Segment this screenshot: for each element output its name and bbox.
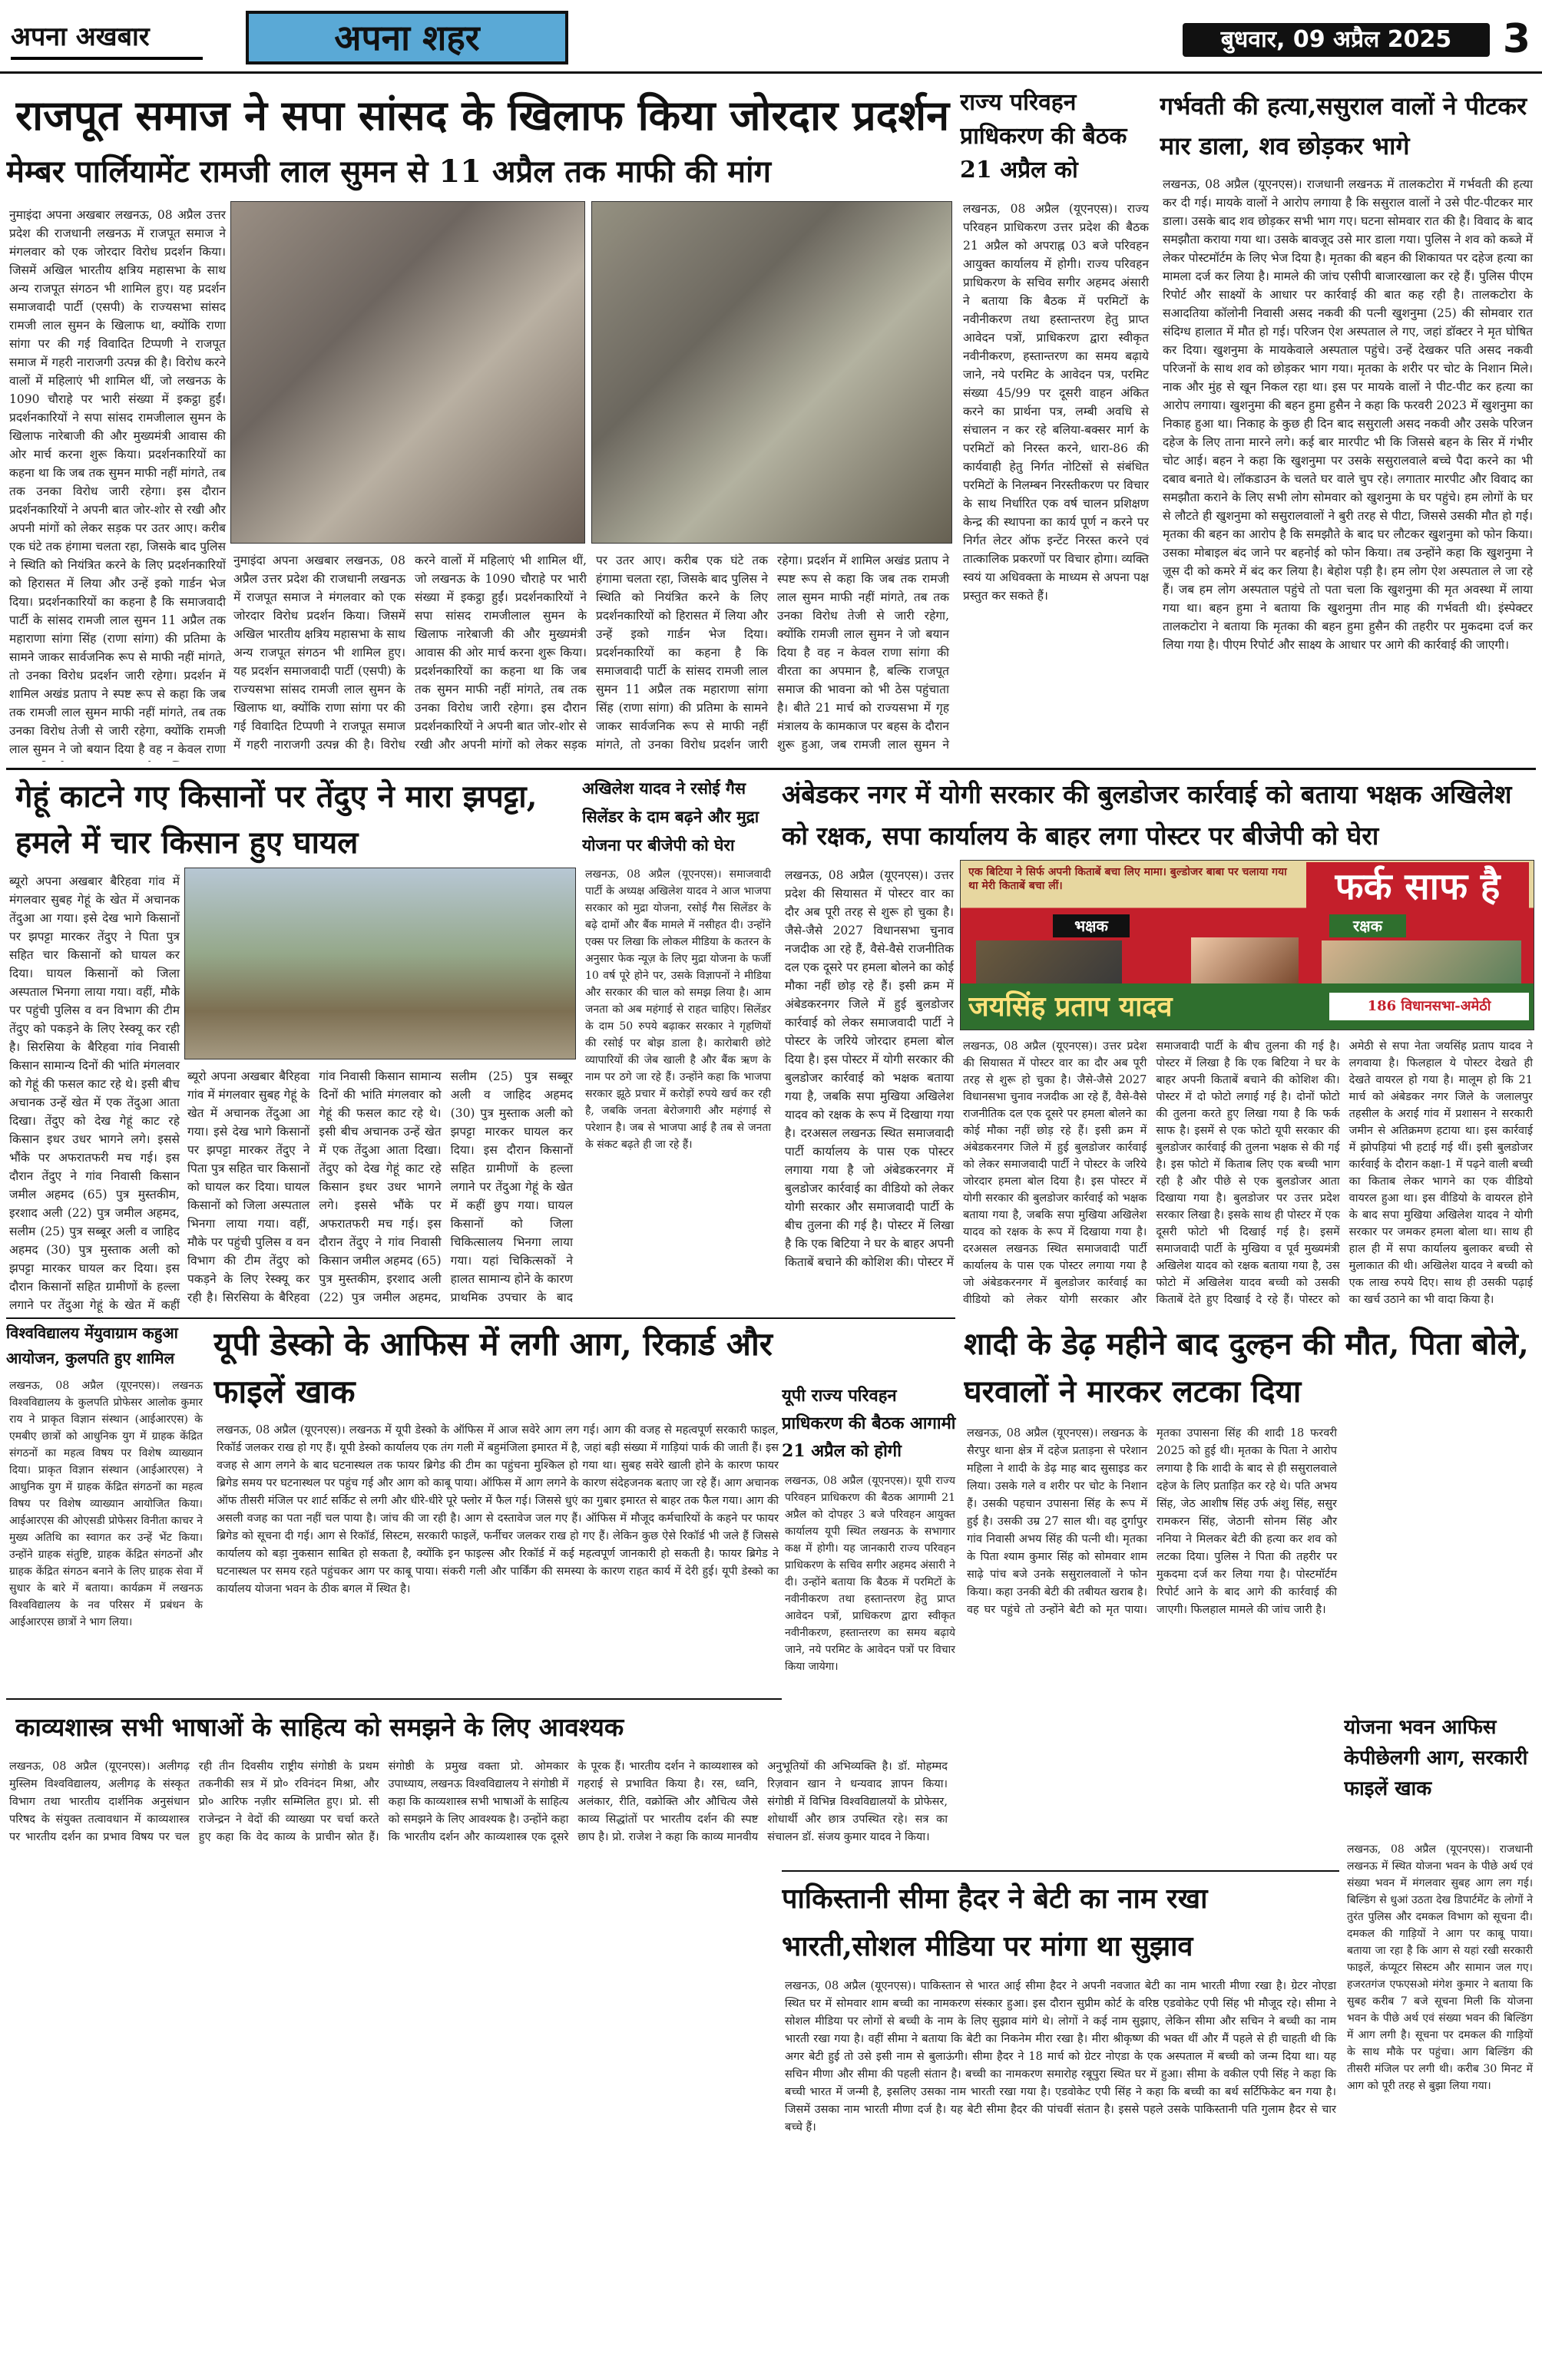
poster-image [960,860,1534,1030]
article3-headline: गर्भवती की हत्या,ससुराल वालों ने पीटकर मार डाला, शव छोड़कर भागे [1160,91,1527,160]
article6-body-continued [960,1033,1536,1313]
article11-body: लखनऊ, 08 अप्रैल (यूएनएस)। राजधानी लखनऊ में स्थित योजना भवन के पीछे अर्थ एवं संख्या भवन में मंगलवार सुबह आग लग गई। बिल्डिंग से धुआं उठता देख डिपार्टमेंट के लोगों ने तुरंत पुलिस और दमकल विभाग को सूचना दी। दमकल की गाड़ियों ने आग पर काबू पाया। बताया जा रहा है कि आग से यहां रखी सरकारी फाइलें, कंप्यूटर सिस्टम और सामान जल गए। हजरतगंज एफएसओ मंगेश कुमार ने बताया कि सुबह करीब 7 बजे सूचना मिली कि योजना भवन के पीछे अर्थ एवं संख्या भवन की बिल्डिंग में आग लगी है। सूचना पर दमकल की गाड़ियों के साथ मौके पर पहुंचा। आग बिल्डिंग की तीसरी मंजिल पर लगी थी। करीब 30 मिनट में आग को पूरी तरह से बुझा लिया गया। [1347,1843,1533,2092]
article4-body-continued [184,1063,576,1313]
divider-row-1 [6,768,1536,770]
divider-row-3 [6,1698,782,1700]
protest-photo-1 [230,201,585,544]
article2-body: लखनऊ, 08 अप्रैल (यूएनएस)। राज्य परिवहन प्राधिकरण उत्तर प्रदेश की बैठक 21 अप्रैल को अपराह्न 03 बजे परिवहन आयुक्त कार्यालय में होगी। राज्य परिवहन प्राधिकरण के सचिव सगीर अहमद अंसारी ने बताया कि बैठक में परमिटों के नवीनीकरण तथा हस्तान्तरण हेतु प्राप्त आवेदन पत्रों, प्राधिकरण द्वारा स्वीकृत नवीनीकरण, हस्तान्तरण का समय बढ़ाये जाने, नये परमिट के आवेदन पत्र, परमिट संख्या 45/99 पर दूसरी वाहन अंकित करने का प्रार्थना पत्र, लम्बी अवधि से संचालन न कर रहे बलिया-बक्सर मार्ग के परमिटों को निरस्त करने, धारा-86 की कार्यवाही हेतु निर्गत नोटिसों से संबंधित परमिटों के निलम्बन निरस्तीकरण पर विचार के साथ निर्धारित एक वर्ष चालन प्रशिक्षण केन्द्र की स्थापना का कार्य पूर्ण न करने पर निर्गत लेटर ऑफ इन्टेंट निरस्त करने एवं तात्कालिक प्रकरणों पर विचार होगा। व्यक्ति स्वयं या अधिवक्ता के माध्यम से अपना पक्ष प्रस्तुत कर सकते हैं। [963,202,1149,603]
article4-body: ब्यूरो अपना अखबार बैरिहवा गांव में मंगलवार सुबह गेहूं के खेत में अचानक तेंदुआ आ गया। इसे देख भागे किसानों पर झपट्टा मारकर तेंदुए ने पिता पुत्र सहित चार किसानों को घायल कर दिया। घायल किसानों को जिला अस्पताल भिनगा लाया गया। वहीं, मौके पर पहुंची पुलिस व वन विभाग की टीम तेंदुए को पकड़ने के लिए रेस्क्यू कर रही है। सिरसिया के बैरिहवा गांव निवासी किसान सामान्य दिनों की भांति मंगलवार को गेहूं की फसल काट रहे थे। इसी बीच अचानक उन्हें खेत में एक तेंदुआ आता दिखा। तेंदुए को देख गेहूं काट रहे किसान इधर उधर भागने लगे। इससे भौंके पर अफरातफरी मच गई। इस दौरान तेंदुए ने गांव निवासी किसान जमील अहमद (65) पुत्र मुस्तकीम, इरशाद अली (22) पुत्र जमील अहमद, सलीम (25) पुत्र सब्बूर अली व जाहिद अहमद (30) पुत्र मुस्ताक अली को झपट्टा मारकर घायल कर दिया। इस दौरान किसानों सहित ग्रामीणों के हल्ला लगाने पर तेंदुआ गेहूं के खेत में कहीं [9,874,180,1312]
article12-headline: काव्यशास्त्र सभी भाषाओं के साहित्य को समझने के लिए आवश्यक [15,1712,624,1742]
article9-headline: यूपी राज्य परिवहन प्राधिकरण की बैठक आगामी 21 अप्रैल को होगी [782,1386,956,1461]
divider-row-2a [6,1317,955,1319]
article1-subheadline: मेम्बर पार्लियामेंट रामजी लाल सुमन से 11 अप्रैल तक माफी की मांग [6,154,771,190]
poster-label-rakshak: रक्षक [1329,914,1406,937]
article13-body: लखनऊ, 08 अप्रैल (यूएनएस)। पाकिस्तान से भारत आई सीमा हैदर ने अपनी नवजात बेटी का नाम भारती मीणा रखा है। ग्रेटर नोएडा स्थित घर में सोमवार शाम बच्ची का नामकरण संस्कार हुआ। इस दौरान सुप्रीम कोर्ट के वरिष्ठ एडवोकेट एपी सिंह भी मौजूद रहे। सीमा ने सोशल मीडिया पर लोगों से बच्ची के नाम के लिए सुझाव मांगे थे। लोगों ने कई नाम सुझाए, लेकिन सीमा और सचिन ने बच्ची का नाम भारती रखा गया है। वहीं सीमा ने बताया कि बेटी का निकनेम मीरा रखा है। मीरा श्रीकृष्ण की भक्त थीं और मैं पहले से ही चाहती थी कि अगर बेटी हुई तो उसे इसी नाम से बुलाऊंगी। सीमा हैदर ने 18 मार्च को ग्रेटर नोएडा के एक अस्पताल में बच्ची को जन्म दिया था। यह सचिन मीणा और सीमा की पहली संतान है। बच्ची का नामकरण समारोह रबूपुरा स्थित घर में हुआ। सीमा के वकील एपी सिंह ने कहा कि बच्ची भारत में जन्मी है, इसलिए उसका नाम भारती रखा गया है। एडवोकेट एपी सिंह ने कहा कि बच्ची का बर्थ सर्टिफिकेट बन गया है। जिसमें उसका नाम भारती मीणा दर्ज है। यह बेटी सीमा हैदर की पांचवीं संतान है। इससे पहले उसके पाकिस्तानी पति गुलाम हैदर से चार बच्चे हैं। [785,1980,1336,2134]
poster-label-bhakshak: भक्षक [1053,914,1130,937]
article12-body: लखनऊ, 08 अप्रैल (यूएनएस)। अलीगढ़ मुस्लिम विश्वविद्यालय, अलीगढ़ के संस्कृत विभाग तथा भारतीय दार्शनिक अनुसंधान परिषद के संयुक्त तत्वावधान में काव्यशास्त्र पर भारतीय दर्शन का प्रभाव विषय पर चल रही तीन दिवसीय राष्ट्रीय संगोष्ठी के प्रथम तकनीकी सत्र में प्रो० रविनंदन मिश्रा, और प्रो० आरिफ नज़ीर सम्मिलित हुए। प्रो. सी राजेन्द्रन ने वेदों की व्याख्या पर चर्चा करते हुए कहा कि वेद काव्य के प्राचीन स्रोत हैं। संगोष्ठी के प्रमुख वक्ता प्रो. ओमकार उपाध्याय, लखनऊ विश्वविद्यालय ने संगोष्ठी में कहा कि काव्यशास्त्र सभी भाषाओं के साहित्य को समझने के लिए आवश्यक है। उन्होंने कहा कि भारतीय दर्शन और काव्यशास्त्र एक दूसरे के पूरक हैं। भारतीय दर्शन ने काव्यशास्त्र को गहराई से प्रभावित किया है। रस, ध्वनि, अलंकार, रीति, वक्रोक्ति और औचित्य जैसे काव्य सिद्धांतों पर भारतीय दर्शन की स्पष्ट छाप है। प्रो. राजेश ने कहा कि काव्य मानवीय अनुभूतियों की अभिव्यक्ति है। डॉ. मोहम्मद रिज़वान खान ने धन्यवाद ज्ञापन किया। संगोष्ठी में विभिन्न विश्वविद्यालयों के प्रोफेसर, शोधार्थी और छात्र उपस्थित रहे। सत्र का संचालन डॉ. संजय कुमार यादव ने किया। [9,1760,948,1843]
article13-headline: पाकिस्तानी सीमा हैदर ने बेटी का नाम रखा भारती,सोशल मीडिया पर मांगा था सुझाव [782,1883,1208,1962]
poster-portrait [1191,937,1299,983]
article4-body-tail: ब्यूरो अपना अखबार बैरिहवा गांव में मंगलवार सुबह गेहूं के खेत में अचानक तेंदुआ आ गया। इसे देख भागे किसानों पर झपट्टा मारकर तेंदुए ने पिता पुत्र सहित चार किसानों को घायल कर दिया। घायल किसानों को जिला अस्पताल भिनगा लाया गया। वहीं, मौके पर पहुंची पुलिस व वन विभाग की टीम तेंदुए को पकड़ने के लिए रेस्क्यू कर रही है। सिरसिया के बैरिहवा गांव निवासी किसान सामान्य दिनों की भांति मंगलवार को गेहूं की फसल काट रहे थे। इसी बीच अचानक उन्हें खेत में एक तेंदुआ आता दिखा। तेंदुए को देख गेहूं काट रहे किसान इधर उधर भागने लगे। इससे भौंके पर अफरातफरी मच गई। इस दौरान तेंदुए ने गांव निवासी किसान जमील अहमद (65) पुत्र मुस्तकीम, इरशाद अली (22) पुत्र जमील अहमद, सलीम (25) पुत्र सब्बूर अली व जाहिद अहमद (30) पुत्र मुस्ताक अली को झपट्टा मारकर घायल कर दिया। इस दौरान किसानों सहित ग्रामीणों के हल्ला लगाने पर तेंदुआ गेहूं के खेत में कहीं छुप गया। घायल किसानों को जिला चिकित्सालय भिनगा लाया गया। यहां चिकित्सकों ने हालत सामान्य होने के कारण प्राथमिक उपचार के बाद [187,1069,573,1304]
article1-body-tail: नुमाइंदा अपना अखबार लखनऊ, 08 अप्रैल उत्तर प्रदेश की राजधानी लखनऊ में राजपूत समाज ने मंगलवार को एक जोरदार विरोध प्रदर्शन किया। जिसमें अखिल भारतीय क्षत्रिय महासभा के साथ अन्य राजपूत संगठन भी शामिल हुए। यह प्रदर्शन समाजवादी पार्टी (एसपी) के राज्यसभा सांसद रामजी लाल सुमन के खिलाफ था, क्योंकि राणा सांगा पर की गई विवादित टिप्पणी ने राजपूत समाज में गहरी नाराजगी उत्पन्न की है। विरोध करने वालों में महिलाएं भी शामिल थीं, जो लखनऊ के 1090 चौराहे पर भारी संख्या में इकट्ठा हुईं। प्रदर्शनकारियों ने सपा सांसद रामजीलाल सुमन के खिलाफ नारेबाजी की और मुख्यमंत्री आवास की ओर मार्च करना शुरू किया। प्रदर्शनकारियों का कहना था कि जब तक सुमन माफी नहीं मांगते, तब तक उनका विरोध जारी रहेगा। इस दौरान प्रदर्शनकारियों ने अपनी बात जोर-शोर से रखी और अपनी मांगों को लेकर सड़क पर उतर आए। करीब एक घंटे तक हंगामा चलता रहा, जिसके बाद पुलिस ने स्थिति को नियंत्रित करने के लिए प्रदर्शनकारियों को हिरासत में लिया और उन्हें इको गार्डन भेज दिया। प्रदर्शनकारियों का कहना है कि समाजवादी पार्टी के सांसद रामजी लाल सुमन 11 अप्रैल तक महाराणा सांगा सिंह (राणा सांगा) की प्रतिमा के सामने जाकर सार्वजनिक रूप से माफी नहीं मांगते, तो उनका विरोध प्रदर्शन जारी रहेगा। प्रदर्शन में शामिल अखंड प्रताप ने स्पष्ट रूप से कहा कि जब तक रामजी लाल सुमन माफी नहीं मांगते, तब तक उनका विरोध तेजी से जारी रहेगा, क्योंकि रामजी लाल सुमन ने जो बयान दिया है वह न केवल राणा सांगा की वीरता का अपमान है, बल्कि राजपूत समाज की भावना को भी ठेस पहुंचाता है। बीते 21 मार्च को राज्यसभा में गृह मंत्रालय के कामकाज पर बहस के दौरान शुरू हुआ, जब रामजी लाल सुमन ने [233,554,949,752]
article1-body: नुमाइंदा अपना अखबार लखनऊ, 08 अप्रैल उत्तर प्रदेश की राजधानी लखनऊ में राजपूत समाज ने मंगलवार को एक जोरदार विरोध प्रदर्शन किया। जिसमें अखिल भारतीय क्षत्रिय महासभा के साथ अन्य राजपूत संगठन भी शामिल हुए। यह प्रदर्शन समाजवादी पार्टी (एसपी) के राज्यसभा सांसद रामजी लाल सुमन के खिलाफ था, क्योंकि राणा सांगा पर की गई विवादित टिप्पणी ने राजपूत समाज में गहरी नाराजगी उत्पन्न की है। विरोध करने वालों में महिलाएं भी शामिल थीं, जो लखनऊ के 1090 चौराहे पर भारी संख्या में इकट्ठा हुईं। प्रदर्शनकारियों ने सपा सांसद रामजीलाल सुमन के खिलाफ नारेबाजी की और मुख्यमंत्री आवास की ओर मार्च करना शुरू किया। प्रदर्शनकारियों का कहना था कि जब तक सुमन माफी नहीं मांगते, तब तक उनका विरोध जारी रहेगा। इस दौरान प्रदर्शनकारियों ने अपनी बात जोर-शोर से रखी और अपनी मांगों को लेकर सड़क पर उतर आए। करीब एक घंटे तक हंगामा चलता रहा, जिसके बाद पुलिस ने स्थिति को नियंत्रित करने के लिए प्रदर्शनकारियों को हिरासत में लिया और उन्हें इको गार्डन भेज दिया। प्रदर्शनकारियों का कहना है कि समाजवादी पार्टी के सांसद रामजी लाल सुमन 11 अप्रैल तक महाराणा सांगा सिंह (राणा सांगा) की प्रतिमा के सामने जाकर सार्वजनिक रूप से माफी नहीं मांगते, तो उनका विरोध प्रदर्शन जारी रहेगा। प्रदर्शन में शामिल अखंड प्रताप ने स्पष्ट रूप से कहा कि जब तक रामजी लाल सुमन माफी नहीं मांगते, तब तक उनका विरोध तेजी से जारी रहेगा, क्योंकि रामजी लाल सुमन ने जो बयान दिया है वह न केवल राणा [9,208,226,756]
poster-footer [961,983,1534,1030]
article1-body-continued [230,547,952,762]
article4-headline: गेहूं काटने गए किसानों पर तेंदुए ने मारा झपट्टा, हमले में चार किसान हुए घायल [15,778,538,861]
poster-bulldozer-photo [976,940,1122,983]
brand-name: अपना अखबार [11,14,203,60]
divider-row-4 [782,1870,1339,1872]
article5-body: लखनऊ, 08 अप्रैल (यूएनएस)। समाजवादी पार्टी के अध्यक्ष अखिलेश यादव ने आज भाजपा सरकार को मुद्रा योजना, रसोई गैस सिलेंडर के बढ़े दामों और बैंक मामले में नसीहत दी। उन्होंने एक्स पर लिखा कि लोकल मीडिया के कतरन के अनुसार फेक न्यूज़ के लिए मुद्रा योजना के फर्जी 10 वर्ष पूरे होने पर, उसके विज्ञापनों ने मीडिया और सरकार की चाल को समझ लिया है। आम जनता को अब महंगाई से राहत चाहिए। सिलेंडर के दाम 50 रुपये बढ़ाकर सरकार ने गृहणियों की रसोई पर बोझ डाला है। कारोबारी छोटे व्यापारियों की जेब खाली है और बैंक ऋण के नाम पर ठगे जा रहे हैं। उन्होंने कहा कि भाजपा सरकार झूठे प्रचार में करोड़ों रुपये खर्च कर रही है, जबकि जनता बेरोजगारी और महंगाई से परेशान है। जब से भाजपा आई है तब से जनता के संकट बढ़ते ही जा रहे हैं। [585,868,771,1151]
page-number: 3 [1502,16,1531,62]
article6-headline: अंबेडकर नगर में योगी सरकार की बुलडोजर कार्रवाई को बताया भक्षक अखिलेश को रक्षक, सपा कार्यालय के बाहर लगा पोस्टर पर बीजेपी को घेरा [782,779,1512,851]
poster-akhilesh-photo [1322,940,1521,983]
article8-body: लखनऊ, 08 अप्रैल (यूएनएस)। लखनऊ में यूपी डेस्को के ऑफिस में आज सवेरे आग लग गई। आग की वजह से महत्वपूर्ण सरकारी फाइल, रिकॉर्ड जलकर राख हो गए हैं। यूपी डेस्को कार्यालय एक तंग गली में बहुमंजिला इमारत में है, जहां बड़ी संख्या में गाड़ियां पार्क की जाती हैं। इस वजह से आग लगने के बाद घटनास्थल तक फायर ब्रिगेड की टीम का पहुंचना मुश्किल हो गया था। सुबह सवेरे खाली होने के कारण फायर ब्रिगेड समय पर घटनास्थल पर पहुंच गई और आग को काबू पाया। ऑफिस में आग लगने के कारण संदेहजनक बताए जा रहे हैं। आग अचानक ऑफ तीसरी मंजिल पर शार्ट सर्किट से लगी और धीरे-धीरे पूरे फ्लोर में फैल गई। जिससे धुएं का गुबार इमारत से बाहर तक फैल गया। आग की असली वजह का पता नहीं चल पाया है। जांच की जा रही है। आग से दस्तावेज जल गए हैं। ऑफिस में मौजूद कर्मचारियों के कहने पर फायर ब्रिगेड को सूचना दी गई। आग से रिकॉर्ड, सिस्टम, सरकारी फाइलें, फर्नीचर जलकर राख हो गए हैं। लेकिन कुछ ऐसे रिकॉर्ड भी जले हैं जिससे कार्यालय को बड़ा नुकसान साबित हो सकता है, क्योंकि इन फाइल्स और रिकॉर्ड में कई महत्वपूर्ण जानकारी हो सकती है। फायर ब्रिगेड ने घटनास्थल पर समय रहते पहुंचकर आग पर काबू पाया। संकरी गली और पार्किंग की समस्या के कारण राहत कार्य में देरी हुई। यूपी डेस्को का कार्यालय योजना भवन के ठीक बगल में स्थित है। [217,1424,779,1595]
article3-body: लखनऊ, 08 अप्रैल (यूएनएस)। राजधानी लखनऊ में तालकटोरा में गर्भवती की हत्या कर दी गई। मायके वालों ने आरोप लगाया है कि ससुराल वालों ने उसे पीट-पीटकर मार डाला। उसके बाद शव छोड़कर सभी भाग गए। घटना सोमवार रात की है। विवाद के बाद समझौता कराया गया था। उसके बावजूद उसे मार डाला गया। पुलिस ने शव को कब्जे में लेकर पोस्टमॉर्टम के लिए भेज दिया है। मृतका की बहन की शिकायत पर दहेज हत्या का मामला दर्ज कर लिया है। मामले की जांच एसीपी बाजारखाला कर रहे हैं। पुलिस पीएम रिपोर्ट और साक्ष्यों के आधार पर कार्रवाई की बात कह रही है। तालकटोरा के सआदतिया कॉलोनी निवासी असद नकवी की पत्नी खुशनुमा (25) की सोमवार रात संदिग्ध हालात में मौत हो गई। परिजन ऐश अस्पताल ले गए, जहां डॉक्टर ने मृत घोषित कर दिया। खुशनुमा के मायकेवाले अस्पताल पहुंचे। उन्हें देखकर पति असद नकवी परिजनों के साथ शव को छोड़कर भाग गया। मृतका के शरीर पर चोट के निशान मिले। नाक और मुंह से खून निकल रहा था। इस पर मायके वालों ने पीट-पीट कर हत्या का आरोप लगाया। खुशनुमा की बहन हुमा हुसैन ने कहा कि फरवरी 2023 में खुशनुमा का निकाह हुआ था। निकाह के कुछ ही दिन बाद ससुराली असद नकवी और उसके परिजन दहेज के लिए ताना मारने लगे। कई बार मारपीट भी कि जिससे बहन के सिर में गंभीर चोट आई। बहन ने कहा कि खुशनुमा पर उसके ससुरालवाले बच्चे पैदा करने का भी दबाव बनाते थे। लॉकडाउन के चलते घर वाले चुप रहे। लगातार मारपीट और विवाद का समझौता कराने के लिए सभी लोग सोमवार को खुशनुमा के घर पहुंचे। हम लोगों के घर से लौटते ही खुशनुमा को ससुरालवालों ने बुरी तरह से पीटा, जिससे उसकी मौत हो गई। मृतका की बहन का आरोप है कि समझौते के बाद घर लौटकर खुशनुमा को फोन किया। उसका मोबाइल बंद जाने पर बहनोई को फोन किया। तब उन्होंने कहा कि खुशनुमा ने ज़ूस दी को कमरे में बंद कर लिया है। बेहोश पड़ी है। हम लोग ऐश अस्पताल ले जा रहे हैं। जब हम लोग अस्पताल पहुंचे तो पता चला कि खुशनुमा की मृत अवस्था में लाया गया था। बहन हुमा ने बताया कि खुशनुमा तीन माह की गर्भवती थी। इंस्पेक्टर तालकटोरा ने बताया कि मृतका की बहन हुमा हुसैन की तहरीर पर मुकदमा दर्ज कर लिया गया है। पीएम रिपोर्ट और साक्ष्य के आधार पर आगे की कार्रवाई की जाएगी। [1163,177,1533,652]
leopard-field-photo [184,868,576,1059]
article10-headline: शादी के डेढ़ महीने बाद दुल्हन की मौत, पिता बोले, घरवालों ने मारकर लटका दिया [964,1326,1529,1410]
article1-headline: राजपूत समाज ने सपा सांसद के खिलाफ किया जोरदार प्रदर्शन [15,91,950,140]
section-name: अपना शहर [246,11,568,64]
poster-caption: एक बिटिया ने सिर्फ अपनी किताबें बचा लिए मामा। बुल्डोजर बाबा पर चलाया गया था मेरी किताबें बचा लीं। [968,866,1287,892]
article6-body-tail: लखनऊ, 08 अप्रैल (यूएनएस)। उत्तर प्रदेश की सियासत में पोस्टर वार का दौर अब पूरी तरह से शुरू हो चुका है। जैसे-जैसे 2027 विधानसभा चुनाव नजदीक आ रहे हैं, वैसे-वैसे राजनीतिक दल एक दूसरे पर हमला बोलने का कोई मौका नहीं छोड़ रहे हैं। इसी क्रम में अंबेडकरनगर जिले में हुई बुलडोजर कार्रवाई को लेकर समाजवादी पार्टी ने पोस्टर के जरिये जोरदार हमला बोल दिया है। इस पोस्टर में योगी सरकार की बुलडोजर कार्रवाई को भक्षक बताया गया है, जबकि सपा मुखिया अखिलेश यादव को रक्षक के रूप में दिखाया गया है। दरअसल लखनऊ स्थित समाजवादी पार्टी कार्यालय के पास एक पोस्टर लगाया गया है जो अंबेडकरनगर में बुलडोजर कार्रवाई का वीडियो को लेकर योगी सरकार और समाजवादी पार्टी के बीच तुलना की गई है। पोस्टर में लिखा है कि एक बिटिया ने घर के बाहर अपनी किताबें बचाने की कोशिश की। पोस्टर में दो फोटो लगाई गई है। दोनों फोटो की तुलना करते हुए लिखा गया है कि फर्क साफ है। इसमें से एक फोटो यूपी सरकार की बुलडोजर कार्रवाई की तुलना भक्षक से की गई है। इस फोटो में किताब लिए एक बच्ची भाग रही है और पीछे से एक बुलडोजर आता दिखाया गया है। बुलडोजर पर उत्तर प्रदेश सरकार लिखा है। इसके साथ ही पोस्टर में एक दूसरी फोटो भी दिखाई गई है। इसमें समाजवादी पार्टी के मुखिया व पूर्व मुख्यमंत्री अखिलेश यादव को रक्षक बताया गया है, उस फोटो में अखिलेश यादव बच्ची को उसकी किताबें देते हुए दिखाई दे रहे हैं। पोस्टर को अमेठी से सपा नेता जयसिंह प्रताप यादव ने लगवाया है। फिलहाल ये पोस्टर देखते ही देखते वायरल हो गया है। मालूम हो कि 21 मार्च को अंबेडकर नगर जिले के जलालपुर तहसील के अराई गांव में प्रशासन ने सरकारी जमीन से अतिक्रमण हटाया था। इस कार्रवाई में झोपड़ियां भी हटाई गई थीं। इसी बुलडोजर कार्रवाई के दौरान कक्षा-1 में पढ़ने वाली बच्ची का किताब लेकर भागने का एक वीडियो वायरल हुआ था। इस वीडियो के वायरल होने के बाद सपा मुखिया अखिलेश यादव ने योगी सरकार पर जमकर हमला बोला था। साथ ही हाल ही में सपा कार्यालय बुलाकर बच्ची से मुलाकात की थी। अखिलेश यादव ने बच्ची को एक लाख रुपये दिए। साथ ही उसकी पढ़ाई का खर्च उठाने का भी वादा किया है। [963,1040,1533,1306]
article2-headline: राज्य परिवहन प्राधिकरण की बैठक 21 अप्रैल को [960,89,1127,183]
article4-body-lead [6,868,183,1313]
article6-body-lead [782,861,957,1276]
article5-headline: अखिलेश यादव ने रसोई गैस सिलेंडर के दाम बढ़ने और मुद्रा योजना पर बीजेपी को घेरा [582,778,759,854]
article9-body: लखनऊ, 08 अप्रैल (यूएनएस)। यूपी राज्य परिवहन प्राधिकरण की बैठक आगामी 21 अप्रैल को दोपहर 3 बजे परिवहन आयुक्त कार्यालय यूपी स्थित लखनऊ के सभागार कक्ष में होगी। यह जानकारी राज्य परिवहन प्राधिकरण के सचिव सगीर अहमद अंसारी ने दी। उन्होंने बताया कि बैठक में परमिटों के नवीनीकरण तथा हस्तान्तरण हेतु प्राप्त आवेदन पत्रों, प्राधिकरण द्वारा स्वीकृत नवीनीकरण, हस्तान्तरण का समय बढ़ाये जाने, नये परमिट के आवेदन पत्रों पर विचार किया जायेगा। [785,1475,955,1673]
protest-photo-2 [591,201,952,544]
poster-seat: 186 विधानसभा-अमेठी [1329,993,1529,1020]
article11-headline: योजना भवन आफिस केपीछेलगी आग, सरकारी फाइलें खाक [1344,1716,1528,1800]
poster-slogan: फर्क साफ है [1306,862,1529,911]
article7-headline: विश्वविद्यालय मेंयुवाग्राम कहुआ आयोजन, कुलपति हुए शामिल [6,1324,178,1367]
article6-body: लखनऊ, 08 अप्रैल (यूएनएस)। उत्तर प्रदेश की सियासत में पोस्टर वार का दौर अब पूरी तरह से शुरू हो चुका है। जैसे-जैसे 2027 विधानसभा चुनाव नजदीक आ रहे हैं, वैसे-वैसे राजनीतिक दल एक दूसरे पर हमला बोलने का कोई मौका नहीं छोड़ रहे हैं। इसी क्रम में अंबेडकरनगर जिले में हुई बुलडोजर कार्रवाई को लेकर समाजवादी पार्टी ने पोस्टर के जरिये जोरदार हमला बोल दिया है। इस पोस्टर में योगी सरकार की बुलडोजर कार्रवाई को भक्षक बताया गया है, जबकि सपा मुखिया अखिलेश यादव को रक्षक के रूप में दिखाया गया है। दरअसल लखनऊ स्थित समाजवादी पार्टी कार्यालय के पास एक पोस्टर लगाया गया है जो अंबेडकरनगर में बुलडोजर कार्रवाई का वीडियो को लेकर योगी सरकार और समाजवादी पार्टी के बीच तुलना की गई है। पोस्टर में लिखा है कि एक बिटिया ने घर के बाहर अपनी किताबें बचाने की कोशिश की। पोस्टर में [785,868,954,1269]
article8-headline: यूपी डेस्को के आफिस में लगी आग, रिकार्ड और फाइलें खाक [213,1325,773,1410]
article7-body: लखनऊ, 08 अप्रैल (यूएनएस)। लखनऊ विश्वविद्यालय के कुलपति प्रोफेसर आलोक कुमार राय ने प्राकृत विज्ञान संस्थान (आईआरएस) के एमबीए छात्रों को आधुनिक युग में ग्राहक केंद्रित संगठनों का महत्व विषय पर विशेष व्याख्यान दिया। प्राकृत विज्ञान संस्थान (आईआरएस) ने आधुनिक युग में ग्राहक केंद्रित संगठनों का महत्व विषय पर विशेष व्याख्यान आयोजित किया। आईआरएस की ओएसडी प्रोफेसर विनीता काचर ने मुख्य अतिथि का स्वागत कर उन्हें भेंट किया। उन्होंने ग्राहक संतुष्टि, ग्राहक केंद्रित संगठनों और ग्राहक केंद्रित संगठन बनाने के लिए ग्राहक सेवा में सुधार के बारे में बताया। कार्यक्रम में लखनऊ विश्वविद्यालय के नव परिसर में प्रबंधन के आईआरएस छात्रों ने भाग लिया। [9,1380,203,1628]
poster-name: जयसिंह प्रताप यादव [968,990,1173,1023]
article1-body-lead [6,201,229,762]
issue-date: बुधवार, 09 अप्रैल 2025 [1183,23,1490,57]
article10-body: लखनऊ, 08 अप्रैल (यूएनएस)। लखनऊ के सैरपुर थाना क्षेत्र में दहेज प्रताड़ना से परेशान महिला ने शादी के डेढ़ माह बाद सुसाइड कर लिया। उसके गले व शरीर पर चोट के निशान हैं। उसकी पहचान उपासना सिंह के रूप में हुई है। उसकी उम्र 27 साल थी। वह दुर्गापुर गांव निवासी अभय सिंह की पत्नी थी। मृतका के पिता श्याम कुमार सिंह को सोमवार शाम साढ़े पांच बजे उनके ससुरालवालों ने फोन किया। कहा उनकी बेटी की तबीयत खराब है। वह घर पहुंचे तो उन्होंने बेटी को मृत पाया। मृतका उपासना सिंह की शादी 18 फरवरी 2025 को हुई थी। मृतका के पिता ने आरोप लगाया है कि शादी के बाद से ही ससुरालवाले दहेज के लिए प्रताड़ित कर रहे थे। पति अभय सिंह, जेठ आशीष सिंह उर्फ अंशु सिंह, ससुर रामकरन सिंह, जेठानी सोनम सिंह और ननिया ने मिलकर बेटी की हत्या कर शव को लटका दिया। पुलिस ने पिता की तहरीर पर मुकदमा दर्ज कर लिया गया है। पोस्टमॉर्टम रिपोर्ट आने के बाद आगे की कार्रवाई की जाएगी। फिलहाल मामले की जांच जारी है। [967,1427,1337,1616]
